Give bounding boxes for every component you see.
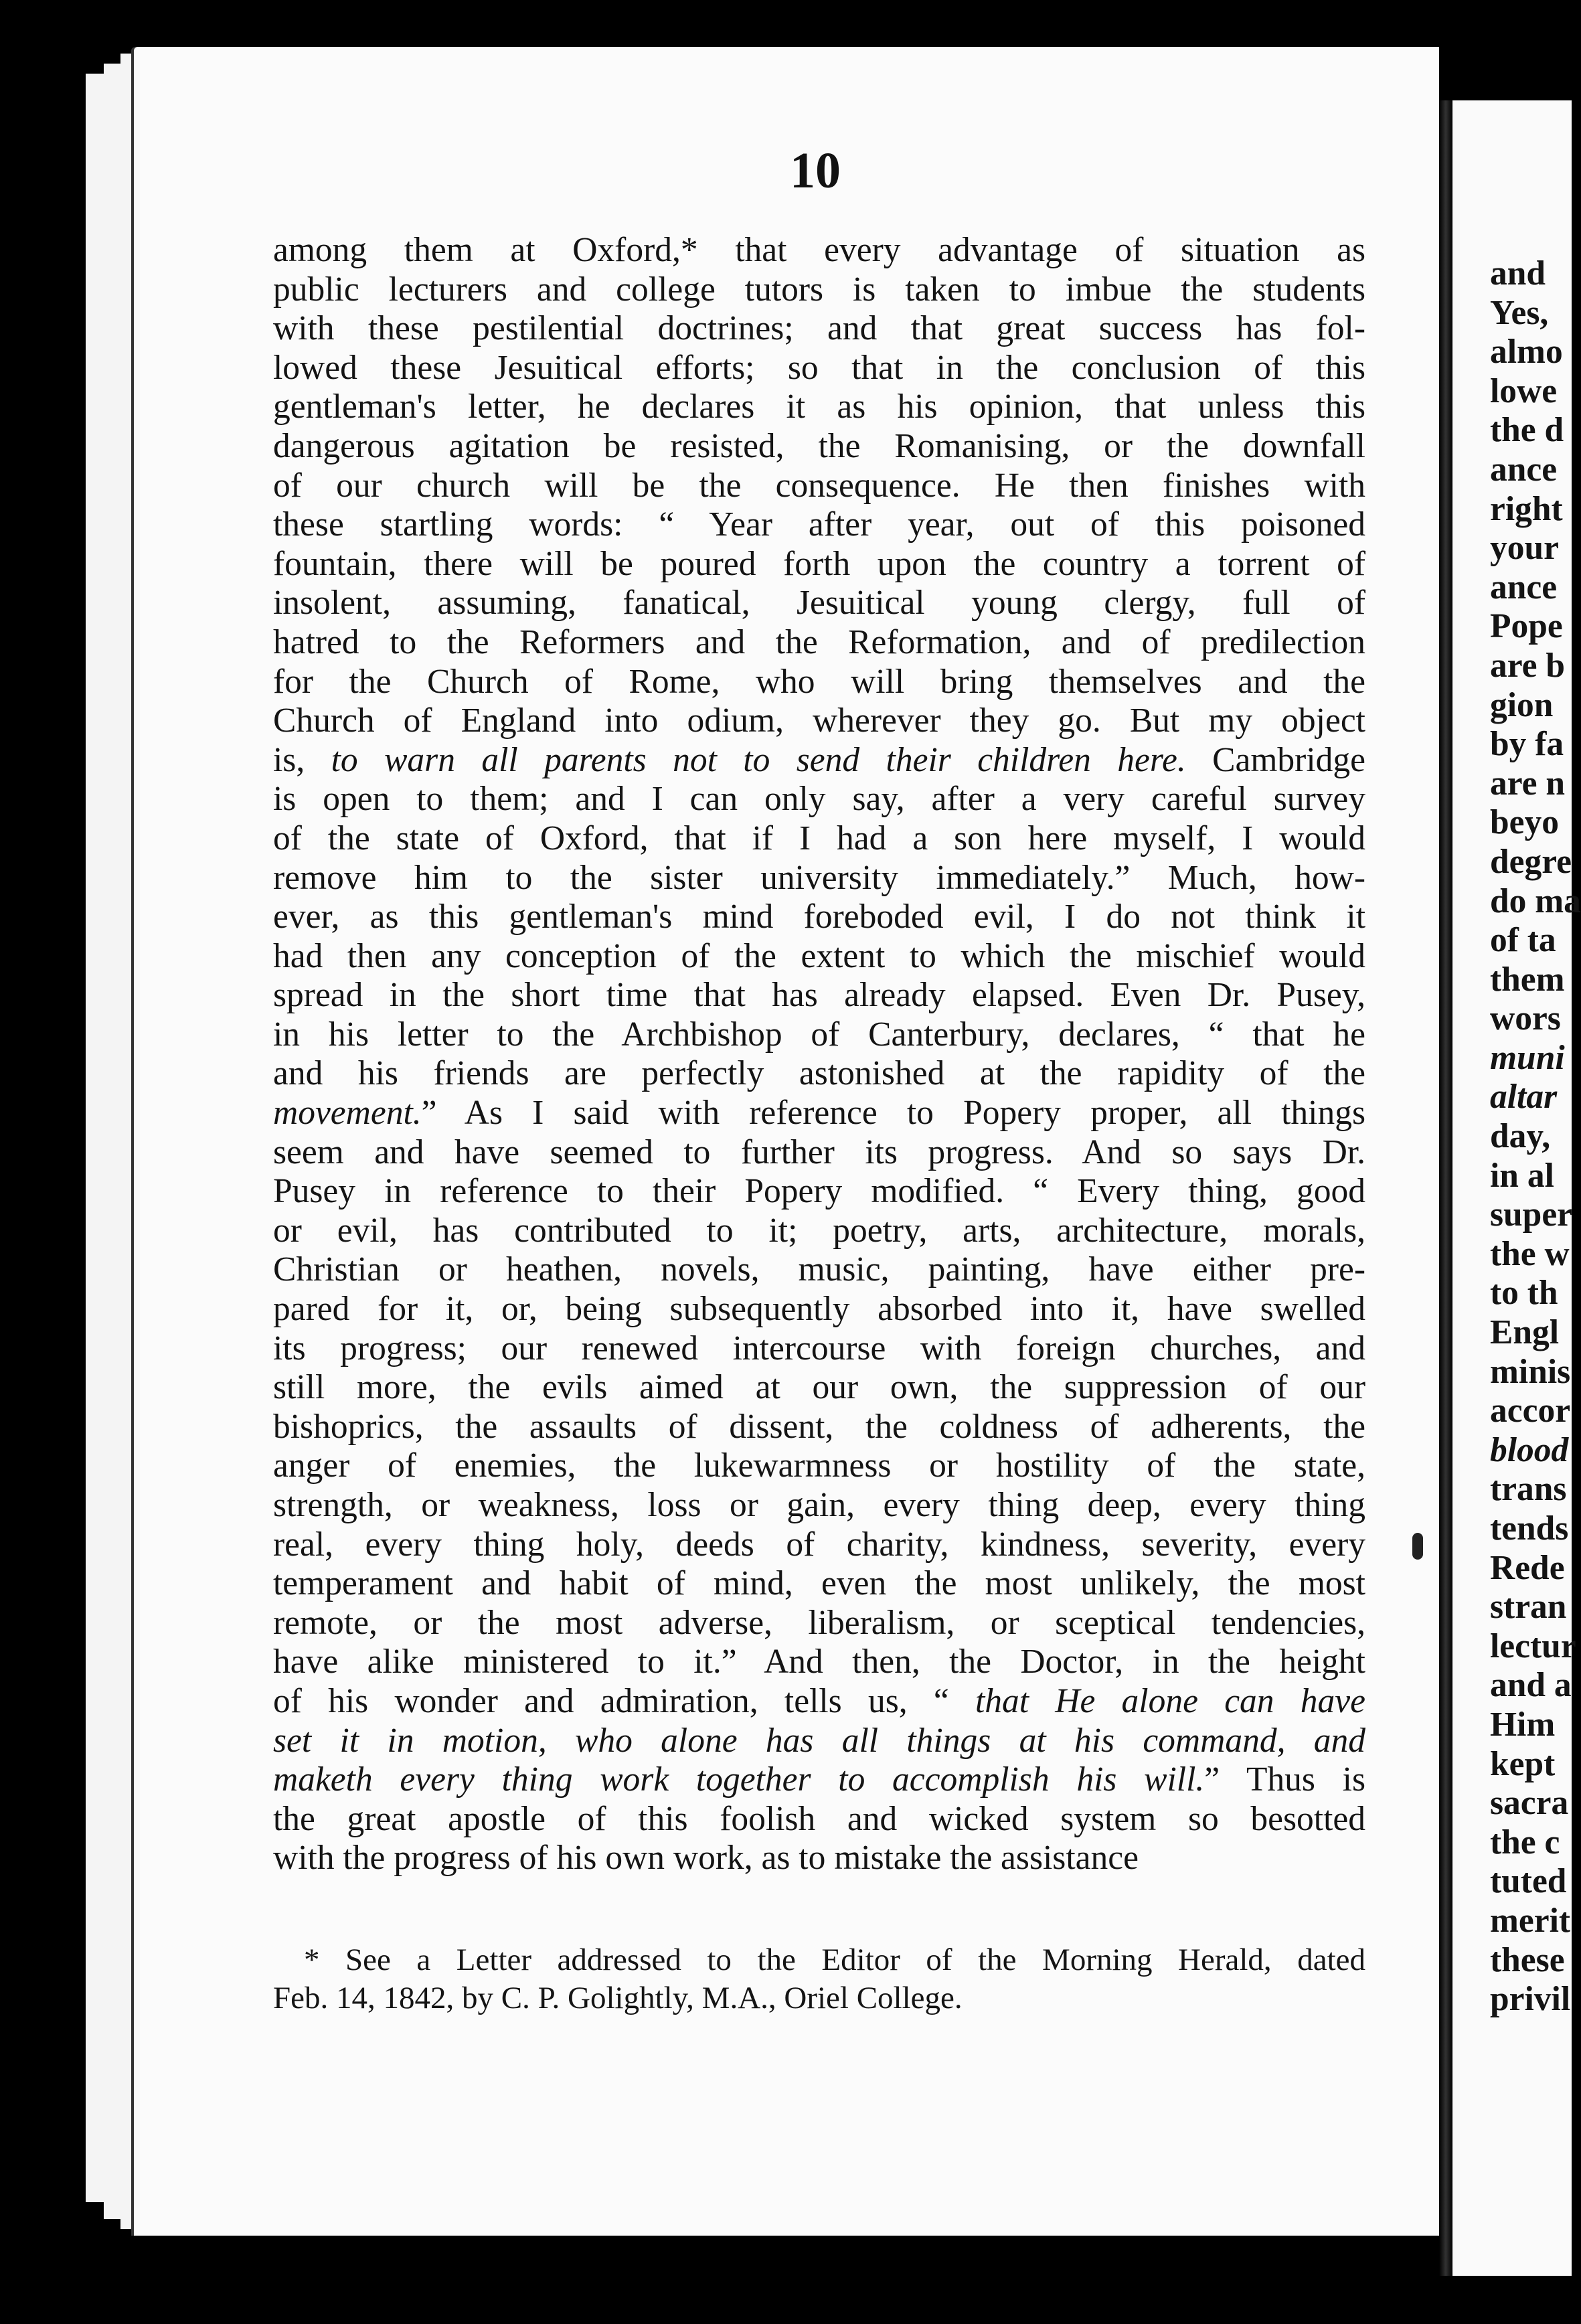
facing-page-line: lectur	[1490, 1627, 1576, 1665]
facing-page-line: super	[1490, 1195, 1573, 1234]
facing-page-line: the w	[1490, 1234, 1570, 1273]
facing-page-line: muni	[1490, 1038, 1565, 1077]
text-line: still more, the evils aimed at our own, the suppression of our	[273, 1368, 1365, 1407]
facing-page-line: ance	[1490, 450, 1558, 489]
text-line: its progress; our renewed intercourse with foreign churches, and	[273, 1329, 1365, 1367]
facing-page-line: of ta	[1490, 921, 1556, 960]
text-line: is open to them; and I can only say, after a very careful survey	[273, 780, 1365, 819]
facing-page-line: Yes,	[1490, 293, 1549, 332]
text-line: fountain, there will be poured forth upon the country a torrent of	[273, 544, 1365, 583]
facing-page-line: beyo	[1490, 803, 1559, 842]
text-line: gentleman's letter, he declares it as his opinion, that unless this	[273, 388, 1365, 426]
facing-page-line: minis	[1490, 1352, 1571, 1391]
facing-page-line: sacra	[1490, 1784, 1569, 1823]
facing-page-line: day,	[1490, 1117, 1551, 1156]
facing-page-line: altar	[1490, 1078, 1558, 1116]
facing-page-line: them	[1490, 960, 1565, 999]
facing-page-line: Him	[1490, 1705, 1556, 1744]
facing-page-line: tends	[1490, 1509, 1569, 1548]
body-text	[273, 231, 1365, 1878]
text-line: spread in the short time that has already elapsed. Even Dr. Pusey,	[273, 976, 1365, 1015]
text-line: real, every thing holy, deeds of charity, kindness, severity, every	[273, 1525, 1365, 1564]
facing-page-line: accor	[1490, 1392, 1571, 1430]
text-line	[273, 1760, 1365, 1800]
text-run: Cambridge	[1185, 740, 1365, 779]
text-line: with the progress of his own work, as to mistake the assistance	[273, 1839, 1139, 1878]
facing-page-line: and a	[1490, 1666, 1572, 1705]
facing-page-line: Pope	[1490, 607, 1563, 646]
text-line: ever, as this gentleman's mind foreboded evil, I do not think it	[273, 898, 1365, 936]
text-line: with these pestilential doctrines; and that great success has fol-	[273, 309, 1365, 348]
facing-page-line: do ma	[1490, 882, 1581, 920]
facing-page-line: Engl	[1490, 1313, 1560, 1352]
text-line: for the Church of Rome, who will bring themselves and the	[273, 662, 1365, 701]
text-line	[273, 1094, 1365, 1133]
text-line: insolent, assuming, fanatical, Jesuitical young clergy, full of	[273, 584, 1365, 622]
text-line: had then any conception of the extent to which the mischief would	[273, 936, 1365, 975]
facing-page-line: and	[1490, 254, 1546, 293]
italic-text: movement.	[273, 1094, 422, 1133]
text-line: these startling words: “ Year after year, out of this poisoned	[273, 505, 1365, 544]
text-run: is,	[273, 740, 331, 779]
facing-page-line: degre	[1490, 842, 1572, 881]
text-line: and his friends are perfectly astonished at the rapidity of the	[273, 1054, 1365, 1093]
text-line: of our church will be the consequence. He then finishes with	[273, 466, 1365, 505]
footnote-line: Feb. 14, 1842, by C. P. Golightly, M.A., Oriel College.	[273, 1981, 963, 2015]
text-run: ” As I said with reference to Popery proper, all things	[421, 1094, 1365, 1133]
facing-page-line: ance	[1490, 568, 1558, 606]
text-line: anger of enemies, the lukewarmness or hostility of the state,	[273, 1446, 1365, 1485]
text-line: temperament and habit of mind, even the most unlikely, the most	[273, 1564, 1365, 1603]
facing-page-line: kept	[1490, 1744, 1556, 1783]
facing-page-text	[1490, 254, 1581, 2019]
italic-text: maketh every thing work together to accomplish his will.	[273, 1760, 1205, 1799]
facing-page-line: the c	[1490, 1823, 1560, 1861]
text-line: remove him to the sister university immediately.” Much, how-	[273, 858, 1365, 897]
text-line: of the state of Oxford, that if I had a son here myself, I would	[273, 819, 1365, 857]
text-line: in his letter to the Archbishop of Canterbury, declares, “ that he	[273, 1015, 1365, 1054]
text-line: the great apostle of this foolish and wicked system so besotted	[273, 1799, 1365, 1838]
facing-page-line: by fa	[1490, 725, 1564, 764]
facing-page-line: trans	[1490, 1470, 1567, 1509]
text-line: strength, or weakness, loss or gain, every thing deep, every thing	[273, 1486, 1365, 1524]
text-line: or evil, has contributed to it; poetry, arts, architecture, morals,	[273, 1211, 1365, 1250]
facing-page-line: Rede	[1490, 1548, 1565, 1587]
facing-page	[1452, 100, 1581, 2276]
italic-text: that He alone can have	[975, 1681, 1365, 1720]
facing-page-line: privil	[1490, 1980, 1571, 2019]
text-line: of his wonder and admiration, tells us, “ that He alone can have	[273, 1681, 1365, 1720]
facing-page-line: in al	[1490, 1156, 1554, 1195]
page-number: 10	[790, 143, 841, 199]
text-line: have alike ministered to it.” And then, the Doctor, in the height	[273, 1643, 1365, 1681]
footnote	[273, 1941, 1365, 2017]
facing-page-line: tuted	[1490, 1862, 1567, 1901]
text-line: among them at Oxford,* that every advantage of situation as	[273, 231, 1365, 269]
facing-page-line: the d	[1490, 411, 1564, 450]
footnote-line: * See a Letter addressed to the Editor of the Morning Herald, dated	[304, 1942, 1365, 1977]
text-line: seem and have seemed to further its progress. And so says Dr.	[273, 1133, 1365, 1171]
facing-page-line: almo	[1490, 333, 1563, 371]
text-line: Christian or heathen, novels, music, painting, have either pre-	[273, 1250, 1365, 1289]
text-line: hatred to the Reformers and the Reformation, and of predilection	[273, 622, 1365, 661]
text-run: ” Thus is	[1204, 1760, 1366, 1799]
facing-page-line: are b	[1490, 646, 1566, 685]
text-line: Pusey in reference to their Popery modified. “ Every thing, good	[273, 1172, 1365, 1211]
facing-page-line: stran	[1490, 1588, 1567, 1627]
text-line: public lecturers and college tutors is taken to imbue the students	[273, 270, 1365, 309]
text-line: remote, or the most adverse, liberalism, or sceptical tendencies,	[273, 1603, 1365, 1642]
facing-page-line: your	[1490, 529, 1559, 568]
text-line	[273, 741, 1365, 780]
facing-page-line: these	[1490, 1940, 1565, 1979]
facing-page-line: gion	[1490, 685, 1554, 724]
facing-page-line: merit	[1490, 1901, 1571, 1940]
text-line: dangerous agitation be resisted, the Romanising, or the downfall	[273, 426, 1365, 465]
text-line: Church of England into odium, wherever they go. But my object	[273, 701, 1365, 740]
text-line: pared for it, or, being subsequently absorbed into it, have swelled	[273, 1290, 1365, 1329]
italic-text: set it in motion, who alone has all things at his command, and	[273, 1721, 1365, 1760]
facing-page-line: are n	[1490, 764, 1566, 803]
facing-page-line: right	[1490, 489, 1563, 528]
italic-text: to warn all parents not to send their children here.	[331, 740, 1186, 779]
facing-page-line: to th	[1490, 1274, 1558, 1313]
text-line: bishoprics, the assaults of dissent, the coldness of adherents, the	[273, 1407, 1365, 1446]
book-gutter	[1439, 100, 1452, 2276]
text-line: lowed these Jesuitical efforts; so that in the conclusion of this	[273, 348, 1365, 387]
text-line	[273, 1722, 1365, 1761]
facing-page-line: wors	[1490, 999, 1561, 1038]
facing-page-line: blood	[1490, 1430, 1569, 1469]
ink-speck	[1412, 1533, 1423, 1560]
facing-page-line: lowe	[1490, 371, 1558, 410]
